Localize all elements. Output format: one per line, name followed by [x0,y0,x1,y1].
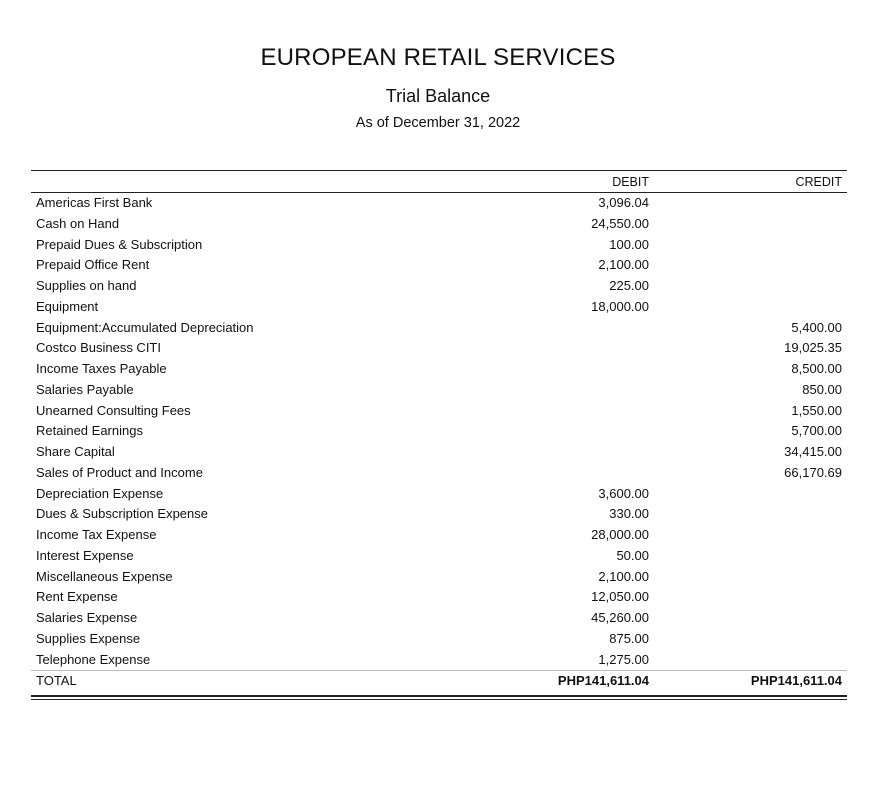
credit-amount: 34,415.00 [784,444,842,459]
account-name: Income Taxes Payable [36,361,167,376]
credit-amount: 1,550.00 [791,402,842,418]
table-row [31,504,847,525]
table-row [31,650,847,671]
debit-column-header: DEBIT [612,175,649,189]
debit-amount: 12,050.00 [591,589,649,605]
total-credit: PHP141,611.04 [750,673,842,689]
account-name: Americas First Bank [36,195,153,210]
total-debit: PHP141,611.04 [557,673,649,689]
debit-amount: 225.00 [609,278,649,293]
debit-amount: 875.00 [609,630,649,646]
account-name: Salaries Payable [36,381,134,397]
account-name: Income Tax Expense [36,527,157,542]
debit-amount: 330.00 [609,506,649,522]
table-row [31,338,847,359]
table-row [31,401,847,422]
table-row [31,629,847,650]
debit-amount: 28,000.00 [591,527,649,542]
account-name: Retained Earnings [36,423,143,439]
account-name: Telephone Expense [36,651,151,667]
table-row [31,276,847,297]
debit-amount: 1,275.00 [598,651,649,667]
credit-column-header: CREDIT [795,175,842,189]
debit-amount: 45,260.00 [591,610,649,625]
table-row [31,193,847,214]
account-rows [31,193,847,670]
account-name: Interest Expense [36,547,134,563]
credit-amount: 19,025.35 [784,340,842,356]
double-rule [31,695,847,700]
table-row [31,297,847,318]
account-name: Sales of Product and Income [36,464,203,480]
total-row [31,670,847,691]
table-row [31,525,847,546]
trial-balance-table [31,170,847,700]
column-header-row [31,171,847,193]
table-row [31,421,847,442]
debit-amount: 2,100.00 [598,568,649,584]
account-name: Prepaid Dues & Subscription [36,236,203,252]
debit-amount: 100.00 [609,236,649,252]
credit-amount: 5,400.00 [791,319,842,335]
account-name: Supplies on hand [36,278,137,293]
total-label: TOTAL [36,673,77,689]
debit-amount: 2,100.00 [598,257,649,273]
table-row [31,255,847,276]
account-name: Miscellaneous Expense [36,568,173,584]
debit-amount: 3,096.04 [598,195,649,210]
table-row [31,214,847,235]
table-row [31,567,847,588]
table-row [31,442,847,463]
table-row [31,235,847,256]
account-name: Supplies Expense [36,630,141,646]
table-row [31,587,847,608]
account-name: Prepaid Office Rent [36,257,150,273]
account-name: Cash on Hand [36,215,120,231]
table-row [31,608,847,629]
account-name: Depreciation Expense [36,485,164,501]
debit-amount: 24,550.00 [591,215,649,231]
account-name: Share Capital [36,444,115,459]
table-row [31,318,847,339]
credit-amount: 66,170.69 [784,464,842,480]
debit-amount: 18,000.00 [591,298,649,314]
account-name: Dues & Subscription Expense [36,506,208,522]
account-name: Salaries Expense [36,610,138,625]
credit-amount: 850.00 [802,381,842,397]
account-name: Unearned Consulting Fees [36,402,191,418]
account-name: Equipment [36,298,99,314]
table-row [31,484,847,505]
report-date: As of December 31, 2022 [355,115,521,131]
account-name: Equipment:Accumulated Depreciation [36,319,254,335]
report-title: Trial Balance [385,86,491,106]
account-name: Rent Expense [36,589,118,605]
credit-amount: 5,700.00 [791,423,842,439]
credit-amount: 8,500.00 [791,361,842,376]
table-row [31,463,847,484]
table-row [31,546,847,567]
account-name: Costco Business CITI [36,340,161,356]
debit-amount: 3,600.00 [598,485,649,501]
debit-amount: 50.00 [616,547,649,563]
company-name: EUROPEAN RETAIL SERVICES [260,44,616,71]
table-row [31,380,847,401]
table-row [31,359,847,380]
